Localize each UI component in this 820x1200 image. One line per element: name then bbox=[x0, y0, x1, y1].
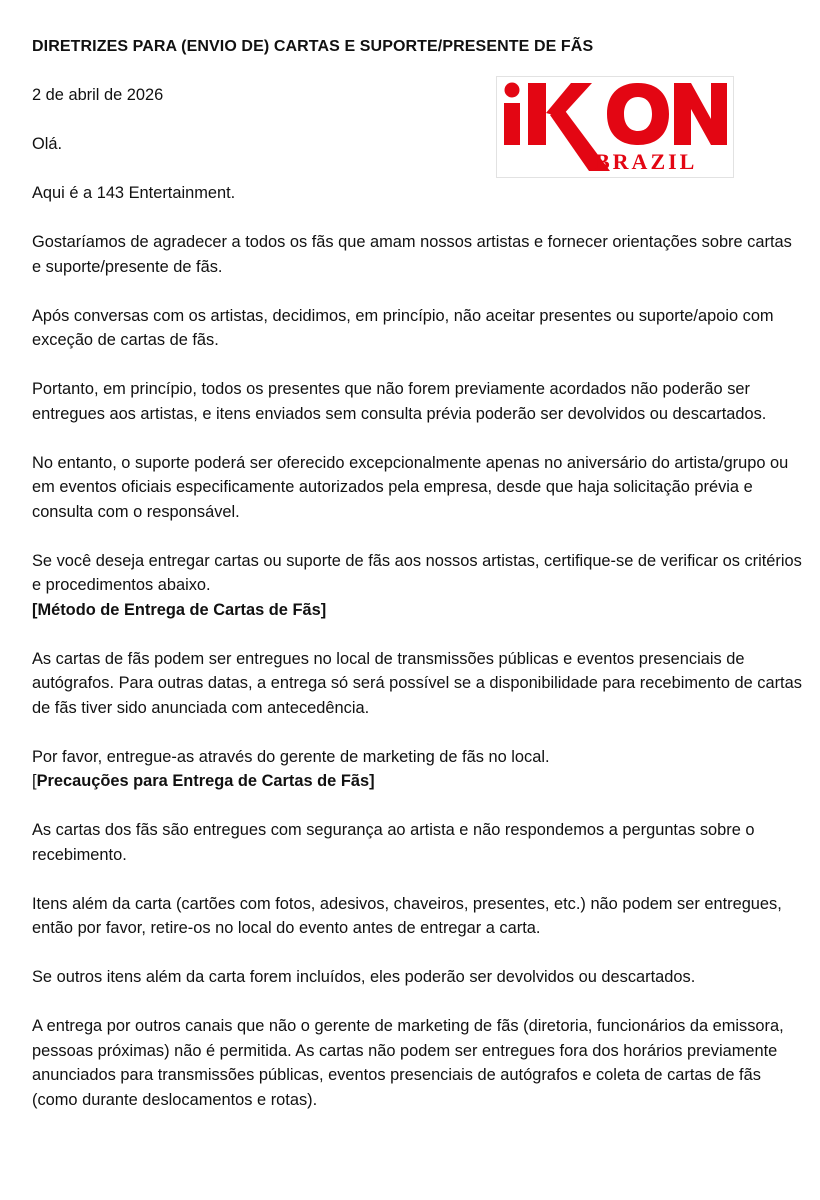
paragraph-safety: As cartas dos fãs são entregues com segurança ao artista e não respondemos a perguntas sobre o recebimento. bbox=[32, 821, 755, 864]
section-heading-delivery-method: [Método de Entrega de Cartas de Fãs] bbox=[32, 600, 327, 619]
heading-text: Precauções para Entrega de Cartas de Fãs] bbox=[36, 772, 375, 790]
logo-i-stem bbox=[504, 103, 520, 145]
logo-subtitle: BRAZIL bbox=[595, 149, 698, 174]
document-title: DIRETRIZES PARA (ENVIO DE) CARTAS E SUPORTE/PRESENTE DE FÃS bbox=[32, 38, 594, 55]
logo-o bbox=[607, 83, 669, 145]
paragraph-delivery-location: As cartas de fãs podem ser entregues no local de transmissões públicas e eventos presenciais de autógrafos. Para outras datas, a entrega só será possível se a disponibilidade para recebimento de cartas de fãs tiver sido anunciada com antecedência. bbox=[32, 649, 802, 717]
logo-k-stem bbox=[528, 83, 546, 145]
heading-bracket: [ bbox=[32, 772, 37, 790]
logo-k-upper-arm bbox=[546, 83, 592, 117]
intro-line: Aqui é a 143 Entertainment. bbox=[32, 184, 236, 202]
paragraph-gifts-policy: Portanto, em princípio, todos os presentes que não forem previamente acordados não poderão ser entregues aos artistas, e itens enviados sem consulta prévia poderão ser devolvidos ou descartados. bbox=[32, 380, 767, 423]
paragraph-channels: A entrega por outros canais que não o gerente de marketing de fãs (diretoria, funcionários da emissora, pessoas próximas) não é permitida. As cartas não podem ser entregues fora dos horários previamente anunciados para transmissões públicas, eventos presenciais de autógrafos e coleta de cartas de fãs (como durante deslocamentos e rotas). bbox=[32, 1017, 784, 1109]
paragraph-decision: Após conversas com os artistas, decidimos, em princípio, não aceitar presentes ou suporte/apoio com exceção de cartas de fãs. bbox=[32, 306, 774, 349]
ikon-brazil-logo bbox=[496, 76, 734, 178]
document-body bbox=[32, 35, 802, 1112]
logo-n bbox=[674, 83, 727, 145]
document-date: 2 de abril de 2026 bbox=[32, 86, 164, 104]
paragraph-exception: No entanto, o suporte poderá ser oferecido excepcionalmente apenas no aniversário do artista/grupo ou em eventos oficiais especificamente autorizados pela empresa, desde que haja solicitação prévia e consulta com o responsável. bbox=[32, 453, 789, 521]
logo-i-dot bbox=[505, 83, 520, 98]
ikon-brazil-logo-graphic bbox=[497, 77, 733, 177]
paragraph-delivery-manager: Por favor, entregue-as através do gerente de marketing de fãs no local. bbox=[32, 747, 550, 766]
paragraph-discard: Se outros itens além da carta forem incluídos, eles poderão ser devolvidos ou descartados. bbox=[32, 968, 696, 986]
paragraph-items: Itens além da carta (cartões com fotos, adesivos, chaveiros, presentes, etc.) não podem ser entregues, então por favor, retire-os no local do evento antes de entregar a carta. bbox=[32, 894, 782, 937]
paragraph-thanks: Gostaríamos de agradecer a todos os fãs que amam nossos artistas e fornecer orientações sobre cartas e suporte/presente de fãs. bbox=[32, 233, 792, 276]
greeting: Olá. bbox=[32, 135, 63, 153]
section-heading-precautions bbox=[32, 769, 802, 794]
paragraph-criteria: Se você deseja entregar cartas ou suporte de fãs aos nossos artistas, certifique-se de verificar os critérios e procedimentos abaixo. bbox=[32, 551, 802, 594]
